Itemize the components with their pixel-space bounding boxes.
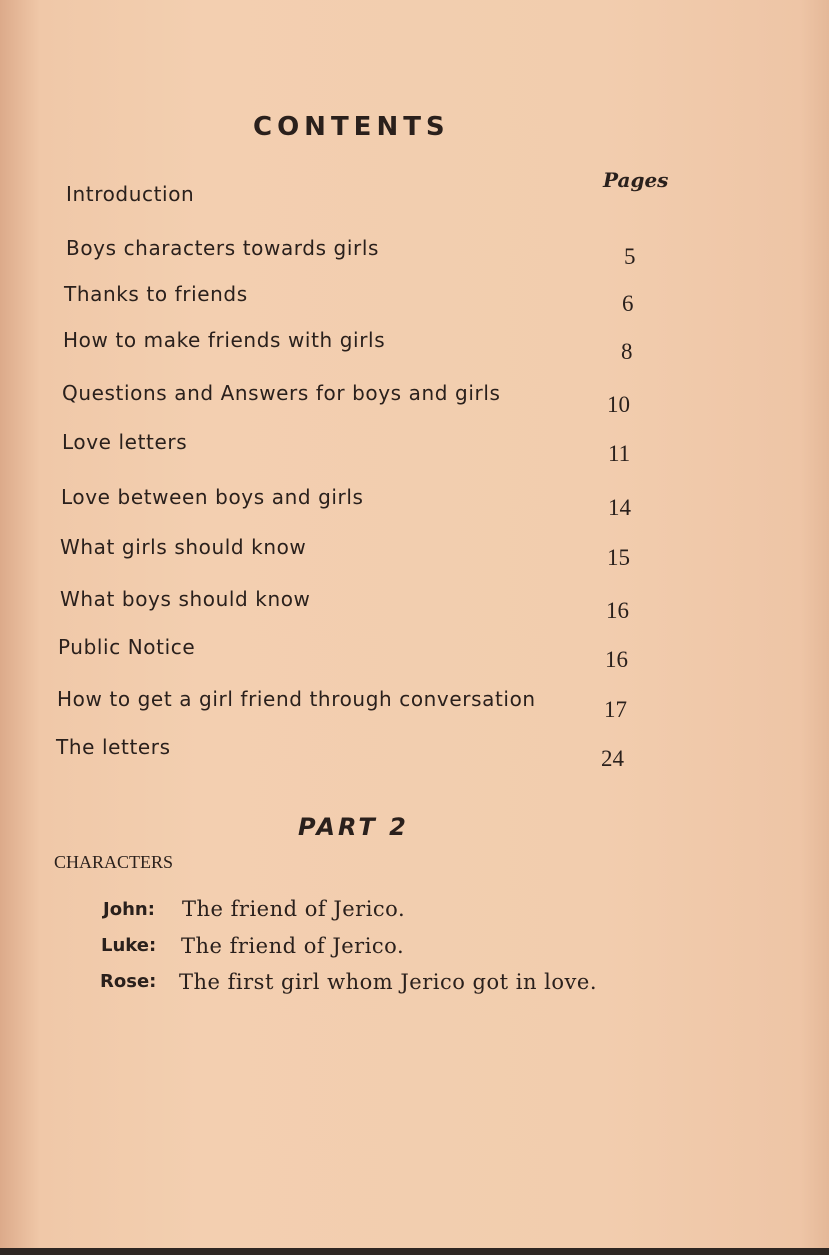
pages-column-label: Pages — [603, 168, 669, 192]
toc-entry-page: 11 — [608, 441, 631, 466]
toc-entry-page: 14 — [608, 495, 631, 520]
toc-entry-title: How to make friends with girls — [63, 328, 386, 352]
toc-entry-page: 6 — [622, 291, 634, 316]
toc-entry-page: 5 — [624, 244, 636, 269]
toc-entry-page: 17 — [604, 697, 627, 722]
character-name: Rose: — [100, 971, 157, 992]
toc-entry-title: Thanks to friends — [64, 282, 248, 306]
character-name: John: — [103, 899, 155, 920]
toc-entry-title: Public Notice — [58, 635, 196, 659]
part-2-heading: PART 2 — [298, 813, 409, 841]
toc-entry-title: Introduction — [66, 182, 195, 206]
toc-entry-page: 8 — [621, 339, 633, 364]
toc-entry-title: What girls should know — [60, 535, 307, 559]
toc-entry-title: What boys should know — [60, 587, 311, 611]
character-description: The friend of Jerico. — [181, 934, 405, 958]
toc-entry-title: How to get a girl friend through conversation — [57, 687, 536, 711]
character-description: The friend of Jerico. — [182, 897, 406, 921]
toc-entry-page: 16 — [606, 598, 629, 623]
toc-entry-title: The letters — [56, 735, 171, 759]
contents-heading: CONTENTS — [253, 112, 450, 142]
characters-label: CHARACTERS — [54, 852, 174, 872]
toc-entry-title: Love between boys and girls — [61, 485, 364, 509]
toc-entry-title: Boys characters towards girls — [66, 236, 380, 260]
toc-entry-page: 10 — [607, 392, 630, 417]
toc-entry-page: 15 — [607, 545, 630, 570]
toc-entry-title: Questions and Answers for boys and girls — [62, 381, 501, 405]
character-description: The first girl whom Jerico got in love. — [179, 970, 597, 994]
toc-entry-page: 24 — [601, 746, 624, 771]
character-name: Luke: — [101, 935, 157, 956]
toc-entry-title: Love letters — [62, 430, 188, 454]
page-bottom-edge — [0, 1248, 829, 1255]
toc-entry-page: 16 — [605, 647, 628, 672]
